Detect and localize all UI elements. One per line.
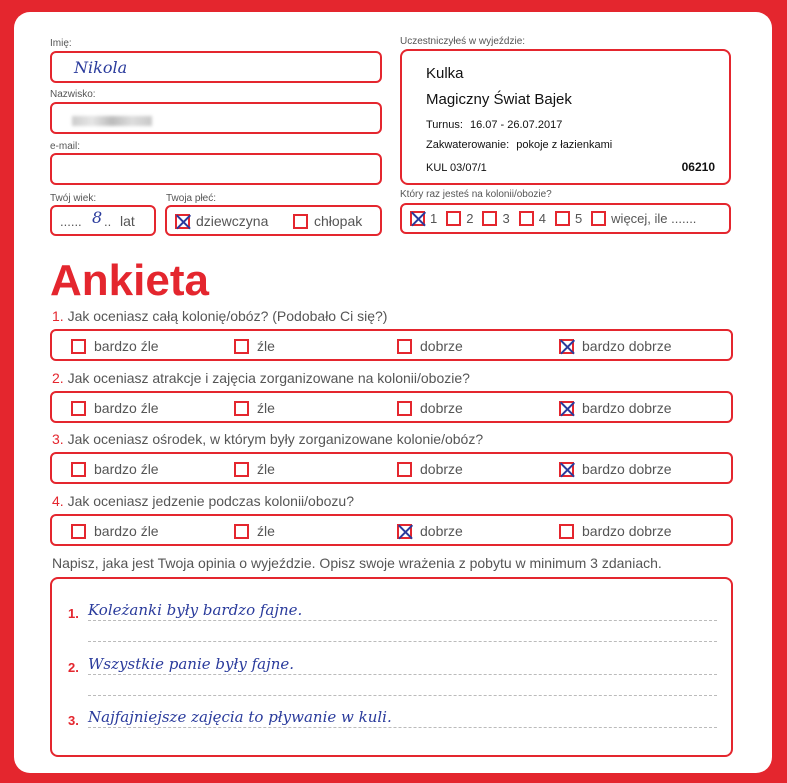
question-1 bbox=[52, 308, 387, 324]
turnus-label: Turnus: bbox=[426, 119, 463, 131]
checkbox[interactable] bbox=[559, 524, 574, 539]
answer-row-3 bbox=[50, 452, 733, 484]
checkbox[interactable] bbox=[397, 339, 412, 354]
option-dobrze[interactable] bbox=[397, 400, 463, 416]
checkbox[interactable] bbox=[71, 339, 86, 354]
writing-line bbox=[88, 727, 717, 728]
option-bardzo-zle[interactable] bbox=[71, 523, 159, 539]
redacted-surname bbox=[72, 113, 152, 131]
checkbox-dziewczyna-checked[interactable] bbox=[175, 214, 190, 229]
checkbox[interactable] bbox=[234, 401, 249, 416]
checkbox[interactable] bbox=[71, 462, 86, 477]
option-bardzo-zle[interactable] bbox=[71, 338, 159, 354]
option-label: bardzo dobrze bbox=[582, 400, 672, 416]
option-bardzo-dobrze[interactable] bbox=[559, 338, 672, 354]
checkbox[interactable] bbox=[234, 524, 249, 539]
trip-name: Kulka bbox=[426, 65, 464, 82]
email-field[interactable] bbox=[50, 153, 382, 185]
option-bardzo-dobrze[interactable] bbox=[559, 523, 672, 539]
option-label: bardzo dobrze bbox=[582, 338, 672, 354]
raz-option-label: 5 bbox=[574, 211, 583, 226]
checkbox-checked[interactable] bbox=[559, 462, 574, 477]
option-label: bardzo źle bbox=[94, 400, 159, 416]
checkbox[interactable] bbox=[234, 339, 249, 354]
zakwaterowanie-label: Zakwaterowanie: bbox=[426, 139, 510, 151]
answer-row-4 bbox=[50, 514, 733, 546]
writing-line bbox=[88, 674, 717, 675]
option-bardzo-dobrze[interactable] bbox=[559, 400, 672, 416]
zakwaterowanie bbox=[426, 139, 612, 151]
option-dobrze[interactable] bbox=[397, 338, 463, 354]
wiek-dots-left: ...... bbox=[60, 214, 82, 229]
wiek-unit: lat bbox=[120, 213, 135, 229]
zakwaterowanie-value: pokoje z łazienkami bbox=[516, 139, 613, 151]
trip-number: 06210 bbox=[681, 160, 715, 174]
imie-label: Imię: bbox=[50, 38, 72, 49]
raz-option-label: 3 bbox=[502, 211, 510, 226]
opinion-number: 1. bbox=[68, 606, 79, 621]
raz-option-label: 2 bbox=[466, 211, 474, 226]
checkbox-raz-3[interactable] bbox=[482, 211, 497, 226]
question-number: 1. bbox=[52, 308, 64, 324]
question-3 bbox=[52, 431, 483, 447]
option-dobrze[interactable] bbox=[397, 523, 463, 539]
wiek-value: 8 bbox=[92, 208, 103, 227]
question-2 bbox=[52, 370, 470, 386]
raz-option-label: 1 bbox=[430, 211, 438, 226]
checkbox-raz-2[interactable] bbox=[446, 211, 461, 226]
option-label: bardzo źle bbox=[94, 338, 159, 354]
checkbox-checked[interactable] bbox=[397, 524, 412, 539]
writing-line bbox=[88, 641, 717, 642]
ktory-raz-field bbox=[400, 203, 731, 234]
checkbox[interactable] bbox=[397, 462, 412, 477]
trip-info-box bbox=[400, 49, 731, 185]
plec-option-label: chłopak bbox=[314, 213, 363, 229]
option-label: źle bbox=[257, 338, 275, 354]
trip-code: KUL 03/07/1 bbox=[426, 162, 487, 174]
raz-option-label: 4 bbox=[538, 211, 546, 226]
uczestniczyles-label: Uczestniczyłeś w wyjeździe: bbox=[400, 36, 526, 47]
option-label: bardzo źle bbox=[94, 461, 159, 477]
question-text: Jak oceniasz ośrodek, w którym były zorganizowane kolonie/obóz? bbox=[67, 431, 484, 447]
wiek-dots-right: .. bbox=[104, 214, 112, 229]
wiek-field[interactable] bbox=[50, 205, 156, 236]
checkbox-raz-4[interactable] bbox=[519, 211, 534, 226]
checkbox-checked[interactable] bbox=[559, 339, 574, 354]
checkbox[interactable] bbox=[397, 401, 412, 416]
plec-field bbox=[165, 205, 382, 236]
raz-more-label: więcej, ile ....... bbox=[611, 211, 697, 226]
nazwisko-label: Nazwisko: bbox=[50, 89, 96, 100]
option-label: dobrze bbox=[420, 400, 463, 416]
checkbox-chlopak[interactable] bbox=[293, 214, 308, 229]
question-number: 2. bbox=[52, 370, 64, 386]
imie-field[interactable] bbox=[50, 51, 382, 83]
survey-title: Ankieta bbox=[50, 256, 209, 305]
opinion-text: Najfajniejsze zajęcia to pływanie w kuli. bbox=[88, 708, 392, 726]
turnus-value: 16.07 - 26.07.2017 bbox=[469, 119, 563, 131]
nazwisko-field[interactable] bbox=[50, 102, 382, 134]
email-label: e-mail: bbox=[50, 141, 81, 152]
checkbox[interactable] bbox=[71, 401, 86, 416]
question-number: 3. bbox=[52, 431, 64, 447]
option-label: dobrze bbox=[420, 523, 463, 539]
ktory-raz-options bbox=[410, 211, 696, 226]
option-label: źle bbox=[257, 400, 275, 416]
option-label: bardzo dobrze bbox=[582, 523, 672, 539]
plec-label: Twoja płeć: bbox=[166, 193, 217, 204]
plec-option-label: dziewczyna bbox=[196, 213, 269, 229]
opinion-text: Koleżanki były bardzo fajne. bbox=[88, 601, 303, 619]
writing-line bbox=[88, 620, 717, 621]
answer-row-1 bbox=[50, 329, 733, 361]
option-zle[interactable] bbox=[234, 523, 275, 539]
question-text: Jak oceniasz jedzenie podczas kolonii/obozu? bbox=[67, 493, 354, 509]
checkbox-raz-5[interactable] bbox=[555, 211, 570, 226]
option-label: dobrze bbox=[420, 461, 463, 477]
wiek-label: Twój wiek: bbox=[50, 193, 97, 204]
opinion-box[interactable] bbox=[50, 577, 733, 757]
option-label: dobrze bbox=[420, 338, 463, 354]
trip-program: Magiczny Świat Bajek bbox=[426, 91, 572, 108]
option-dobrze[interactable] bbox=[397, 461, 463, 477]
checkbox[interactable] bbox=[234, 462, 249, 477]
option-bardzo-zle[interactable] bbox=[71, 400, 159, 416]
form-sheet bbox=[14, 12, 772, 773]
option-bardzo-dobrze[interactable] bbox=[559, 461, 672, 477]
opinion-number: 3. bbox=[68, 713, 79, 728]
option-label: źle bbox=[257, 461, 275, 477]
writing-line bbox=[88, 695, 717, 696]
ktory-raz-label: Który raz jesteś na kolonii/obozie? bbox=[400, 189, 552, 200]
checkbox-checked[interactable] bbox=[559, 401, 574, 416]
checkbox-raz-1-checked[interactable] bbox=[410, 211, 425, 226]
option-zle[interactable] bbox=[234, 461, 275, 477]
opinion-number: 2. bbox=[68, 660, 79, 675]
opinion-prompt: Napisz, jaka jest Twoja opinia o wyjeździe. Opisz swoje wrażenia z pobytu w minimum 3 zdaniach. bbox=[52, 555, 662, 571]
checkbox-raz-more[interactable] bbox=[591, 211, 606, 226]
plec-option-dziewczyna[interactable] bbox=[175, 213, 268, 229]
imie-value: Nikola bbox=[74, 58, 128, 77]
opinion-text: Wszystkie panie były fajne. bbox=[88, 655, 295, 673]
option-label: bardzo źle bbox=[94, 523, 159, 539]
question-text: Jak oceniasz całą kolonię/obóz? (Podobało Ci się?) bbox=[67, 308, 388, 324]
question-text: Jak oceniasz atrakcje i zajęcia zorganizowane na kolonii/obozie? bbox=[67, 370, 470, 386]
turnus bbox=[426, 119, 562, 131]
plec-option-chlopak[interactable] bbox=[293, 213, 362, 229]
option-label: źle bbox=[257, 523, 275, 539]
question-4 bbox=[52, 493, 354, 509]
checkbox[interactable] bbox=[71, 524, 86, 539]
option-zle[interactable] bbox=[234, 400, 275, 416]
option-bardzo-zle[interactable] bbox=[71, 461, 159, 477]
option-label: bardzo dobrze bbox=[582, 461, 672, 477]
option-zle[interactable] bbox=[234, 338, 275, 354]
question-number: 4. bbox=[52, 493, 64, 509]
answer-row-2 bbox=[50, 391, 733, 423]
